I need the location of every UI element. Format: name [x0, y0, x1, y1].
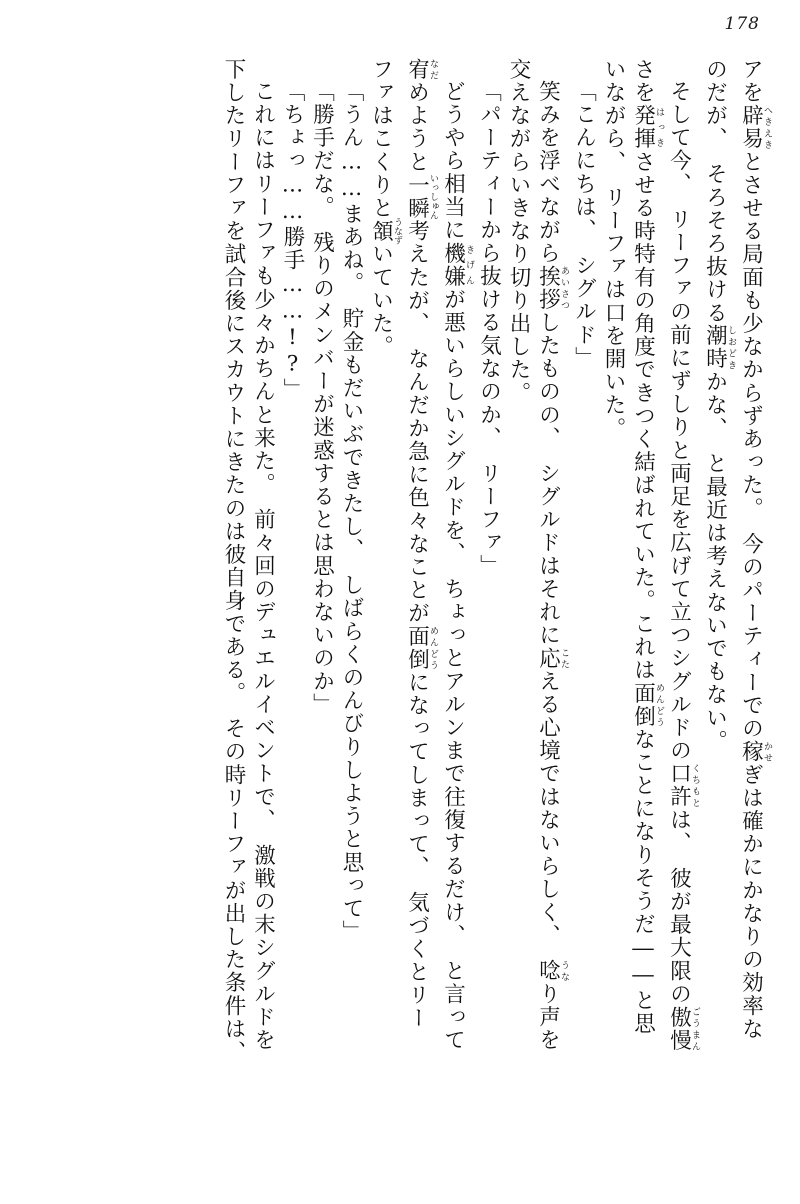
text-column: いながら、 リーファは口を開いた。	[601, 58, 626, 440]
text-column: 交えながらいきなり切り出した。	[506, 58, 531, 405]
text-column: ファはこくりと頷うなずいていた。	[368, 58, 402, 359]
text-column: のだが、 そろそろ抜ける潮時しおどきかな、 と最近は考えないでもない。	[702, 58, 736, 753]
text-column: 「勝手だな。 残りのメンバーが迷惑するとは思わないのか」	[309, 80, 335, 717]
text-column: 「うん……まあね。 貯金もだいぶできたし、 しばらくのんびりしようと思って」	[339, 80, 364, 944]
text-column: どうやら相当に機嫌きげんが悪いらしいシグルドを、 ちょっとアルンまで往復するだけ、 と言って	[440, 80, 474, 1052]
text-column: 「ちょっ……勝手……!?」	[280, 80, 305, 402]
text-column: 下したリーファを試合後にスカウトにきたのは彼自身である。 その時リーファが出した条件は、	[221, 58, 246, 1064]
text-column: さを発揮はっきさせる時特有の角度できつく結ばれていた。これは面倒めんどうなことになりそうだ――と思	[630, 58, 664, 1036]
page-number: 178	[724, 14, 760, 34]
text-column: これにはリーファも少々かちんと来た。 前々回のデュエルイベントで、 激戦の末シグルドを	[250, 80, 276, 1052]
text-column: 「パーティーから抜ける気なのか、 リーファ」	[476, 80, 502, 578]
text-column: 笑みを浮べながら挨拶あいさつしたものの、 シグルドはそれに応こたえる心境ではないらしく、 唸うなり声を	[535, 80, 569, 1052]
text-column: 「こんにちは、 シグルド」	[571, 80, 597, 370]
text-column: ア を辟易へきえきとさせる局面も少なからずあった。 今のパーティーでの稼かせぎは確かにかなりの効率な	[738, 58, 772, 1041]
text-column: そして今、 リーファの前にずしりと両足を広げて立つシグルドの口許くちもとは、 彼が最大限の傲慢ごうまん	[666, 80, 700, 1052]
vertical-text-body	[28, 58, 772, 1182]
text-column: 宥なだめようと一瞬いっしゅん考えたが、 なんだか急に色々なことが面倒めんどうになってしまって、 気づくとリー	[404, 58, 438, 1030]
